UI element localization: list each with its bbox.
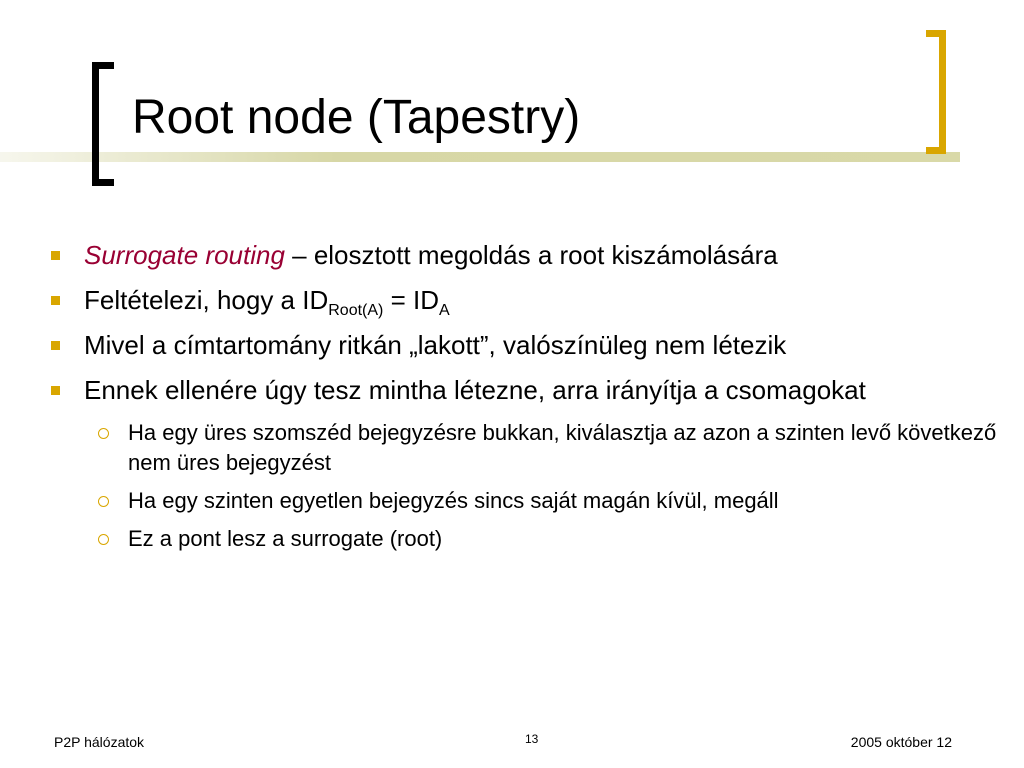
footer-page-number: 13 bbox=[525, 732, 539, 746]
bullet-item bbox=[44, 238, 1014, 272]
right-bracket-decoration bbox=[926, 30, 946, 154]
sub-bullet-item bbox=[44, 524, 1014, 554]
bullet-text: = ID bbox=[383, 285, 439, 315]
subscript-text: Root(A) bbox=[328, 302, 384, 319]
footer-course-name: P2P hálózatok bbox=[54, 734, 145, 750]
sub-bullet-item bbox=[44, 418, 1014, 478]
square-bullet-icon bbox=[51, 341, 60, 350]
sub-bullet-item bbox=[44, 486, 1014, 516]
sub-bullet-text: Ha egy üres szomszéd bejegyzésre bukkan, kiválasztja az azon a szinten levő következő nem üres bejegyzést bbox=[128, 420, 997, 475]
title-underline-bar bbox=[0, 152, 960, 162]
bullet-item bbox=[44, 283, 1014, 317]
bullet-text: Ennek ellenére úgy tesz mintha létezne, arra irányítja a csomagokat bbox=[84, 375, 866, 405]
square-bullet-icon bbox=[51, 296, 60, 305]
square-bullet-icon bbox=[51, 251, 60, 260]
sub-bullet-text: Ez a pont lesz a surrogate (root) bbox=[128, 526, 443, 551]
bullet-emphasis-text: Surrogate routing bbox=[84, 240, 285, 270]
bullet-text: Mivel a címtartomány ritkán „lakott”, valószínüleg nem létezik bbox=[84, 330, 787, 360]
bullet-text: – elosztott megoldás a root kiszámolására bbox=[284, 240, 778, 270]
bullet-item bbox=[44, 373, 1014, 407]
circle-bullet-icon bbox=[98, 496, 109, 507]
left-bracket-decoration bbox=[92, 62, 114, 186]
subscript-text: A bbox=[439, 302, 450, 319]
sub-bullet-list bbox=[44, 418, 1014, 554]
circle-bullet-icon bbox=[98, 428, 109, 439]
circle-bullet-icon bbox=[98, 534, 109, 545]
slide-body bbox=[44, 238, 1014, 562]
sub-bullet-text: Ha egy szinten egyetlen bejegyzés sincs saját magán kívül, megáll bbox=[128, 488, 779, 513]
square-bullet-icon bbox=[51, 386, 60, 395]
slide-title: Root node (Tapestry) bbox=[132, 91, 581, 144]
bullet-item bbox=[44, 328, 1014, 362]
footer-date: 2005 október 12 bbox=[850, 734, 952, 750]
bullet-text: Feltételezi, hogy a ID bbox=[84, 285, 329, 315]
